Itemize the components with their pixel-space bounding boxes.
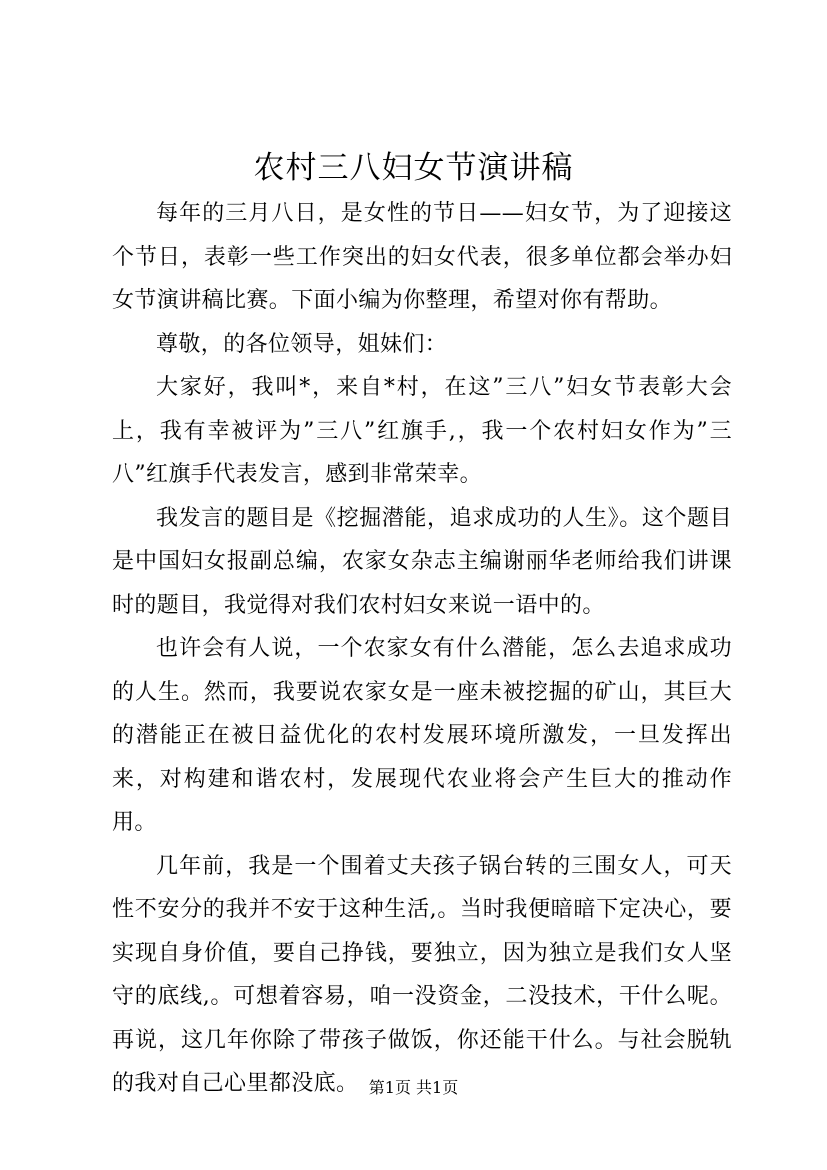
- paragraph-greeting: 大家好，我叫*，来自*村，在这”三八”妇女节表彰大会上，我有幸被评为”三八”红旗手,，我一个农村妇女作为”三八”红旗手代表发言，感到非常荣幸。: [112, 375, 732, 487]
- document-body: [112, 192, 732, 1106]
- paragraph-intro: 每年的三月八日，是女性的节日——妇女节，为了迎接这个节日，表彰一些工作突出的妇女代表，很多单位都会举办妇女节演讲稿比赛。下面小编为你整理，希望对你有帮助。: [112, 201, 732, 313]
- paragraph-salutation: 尊敬，的各位领导，姐妹们：: [156, 331, 448, 357]
- page-footer: [0, 1078, 827, 1098]
- paragraph-background: 几年前，我是一个围着丈夫孩子锅台转的三围女人，可天性不安分的我并不安于这种生活,。当时我便暗暗下定决心，要实现自身价值，要自己挣钱，要独立，因为独立是我们女人坚守的底线,。可想着容易，咱一没资金，二没技术，干什么呢。再说，这几年你除了带孩子做饭，你还能干什么。与社会脱轨的我对自己心里都没底。: [112, 853, 732, 1096]
- document-title: 农村三八妇女节演讲稿: [253, 150, 574, 186]
- page-number-label: 第1页 共1页: [368, 1078, 459, 1097]
- paragraph-topic: 我发言的题目是《挖掘潜能，追求成功的人生》。这个题目是中国妇女报副总编，农家女杂志主编谢丽华老师给我们讲课时的题目，我觉得对我们农村妇女来说一语中的。: [112, 505, 732, 618]
- paragraph-potential: 也许会有人说，一个农家女有什么潜能，怎么去追求成功的人生。然而，我要说农家女是一座未被挖掘的矿山，其巨大的潜能正在被日益优化的农村发展环境所激发，一旦发挥出来，对构建和谐农村，发展现代农业将会产生巨大的推动作用。: [112, 636, 732, 835]
